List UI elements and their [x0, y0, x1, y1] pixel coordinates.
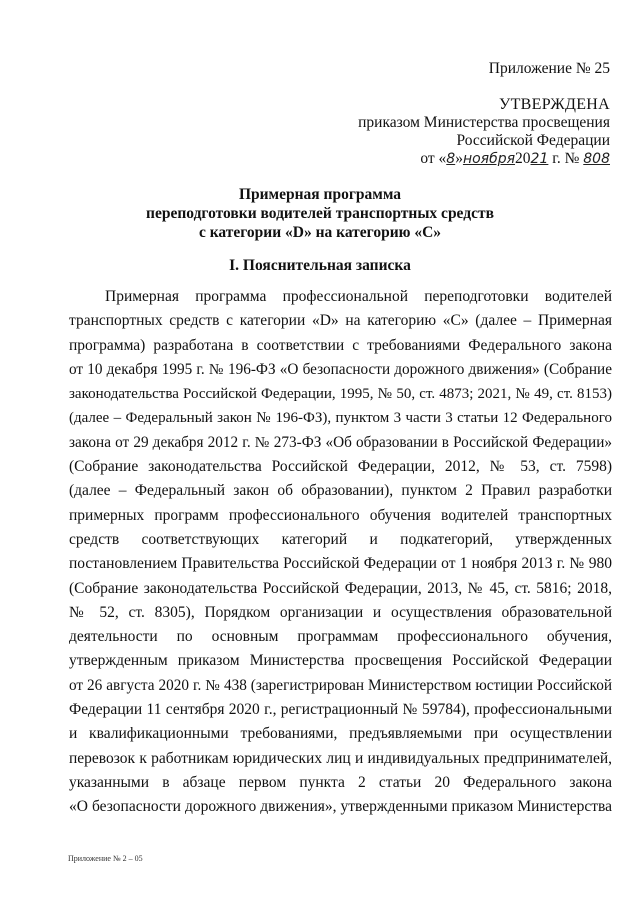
body-line: законодательства Российской Федерации, 1995, № 50, ст. 4873; 2021, № 49, ст. 8153)	[69, 386, 612, 403]
body-line: средств соответствующих категорий и подкатегорий, утвержденных	[69, 530, 612, 548]
body-line: (далее – Федеральный закон № 196-ФЗ), пунктом 3 части 3 статьи 12 Федерального	[69, 410, 612, 427]
body-line: Федерации 11 сентября 2020 г., регистрационный № 59784), профессиональными	[69, 701, 612, 719]
body-line: программа) разработана в соответствии с требованиями Федерального закона	[69, 336, 612, 354]
body-line: Примерная программа профессиональной переподготовки водителей	[105, 288, 612, 305]
document-title	[0, 185, 640, 242]
date-year-unit: г. №	[552, 150, 580, 167]
body-line: № 52, ст. 8305), Порядком организации и осуществления образовательной	[69, 603, 612, 621]
body-line: транспортных средств с категории «D» на категорию «С» (далее – Примерная	[69, 312, 612, 330]
body-line: перевозок к работникам юридических лиц и индивидуальных предпринимателей,	[69, 749, 612, 767]
title-line-2: переподготовки водителей транспортных средств	[146, 205, 494, 222]
order-line-2: Российской Федерации	[456, 132, 610, 149]
body-line: примерных программ профессионального обучения водителей транспортных	[69, 506, 612, 524]
body-line: (далее – Федеральный закон об образовании), пунктом 2 Правил разработки	[69, 482, 612, 500]
body-line: «О безопасности дорожного движения», утвержденными приказом Министерства	[69, 798, 612, 816]
explanatory-note-body	[69, 285, 612, 820]
body-line: (Собрание законодательства Российской Федерации, 2012, № 53, ст. 7598)	[69, 458, 612, 476]
body-line: указанными в абзаце первом пункта 2 статьи 20 Федерального закона	[69, 773, 612, 791]
appendix-number: Приложение № 25	[488, 60, 610, 77]
date-month: ноября	[462, 151, 516, 167]
body-line: (Собрание законодательства Российской Федерации, 2013, № 45, ст. 5816; 2018,	[69, 579, 612, 597]
body-line: и квалификационными требованиями, предъявляемыми при осуществлении	[69, 725, 612, 743]
order-line-1: приказом Министерства просвещения	[358, 114, 610, 131]
date-year-prefix: 20	[515, 150, 531, 167]
body-line: от 26 августа 2020 г. № 438 (зарегистрирован Министерством юстиции Российской	[69, 676, 612, 694]
title-line-1: Примерная программа	[238, 186, 402, 203]
body-line: постановлением Правительства Российской Федерации от 1 ноября 2013 г. № 980	[69, 555, 612, 573]
body-line: закона от 29 декабря 2012 г. № 273-ФЗ «Об образовании в Российской Федерации»	[69, 433, 612, 451]
title-line-3: с категории «D» на категорию «С»	[198, 224, 442, 241]
approved-label: УТВЕРЖДЕНА	[498, 96, 610, 113]
date-year-suffix: 21	[530, 151, 549, 167]
section-heading: I. Пояснительная записка	[229, 257, 411, 274]
order-number: 808	[583, 151, 610, 167]
body-line: от 10 декабря 1995 г. № 196-ФЗ «О безопасности дорожного движения» (Собрание	[69, 360, 612, 378]
approval-block	[358, 96, 610, 168]
order-date-line	[358, 150, 610, 168]
date-prefix: от «	[420, 150, 447, 167]
body-line: деятельности по основным программам профессионального обучения,	[69, 628, 612, 646]
date-mid: »	[455, 150, 463, 167]
body-line: утвержденным приказом Министерства просвещения Российской Федерации	[69, 652, 612, 670]
footer-note: Приложение № 2 – 05	[68, 854, 143, 863]
date-day: 8	[446, 151, 456, 167]
